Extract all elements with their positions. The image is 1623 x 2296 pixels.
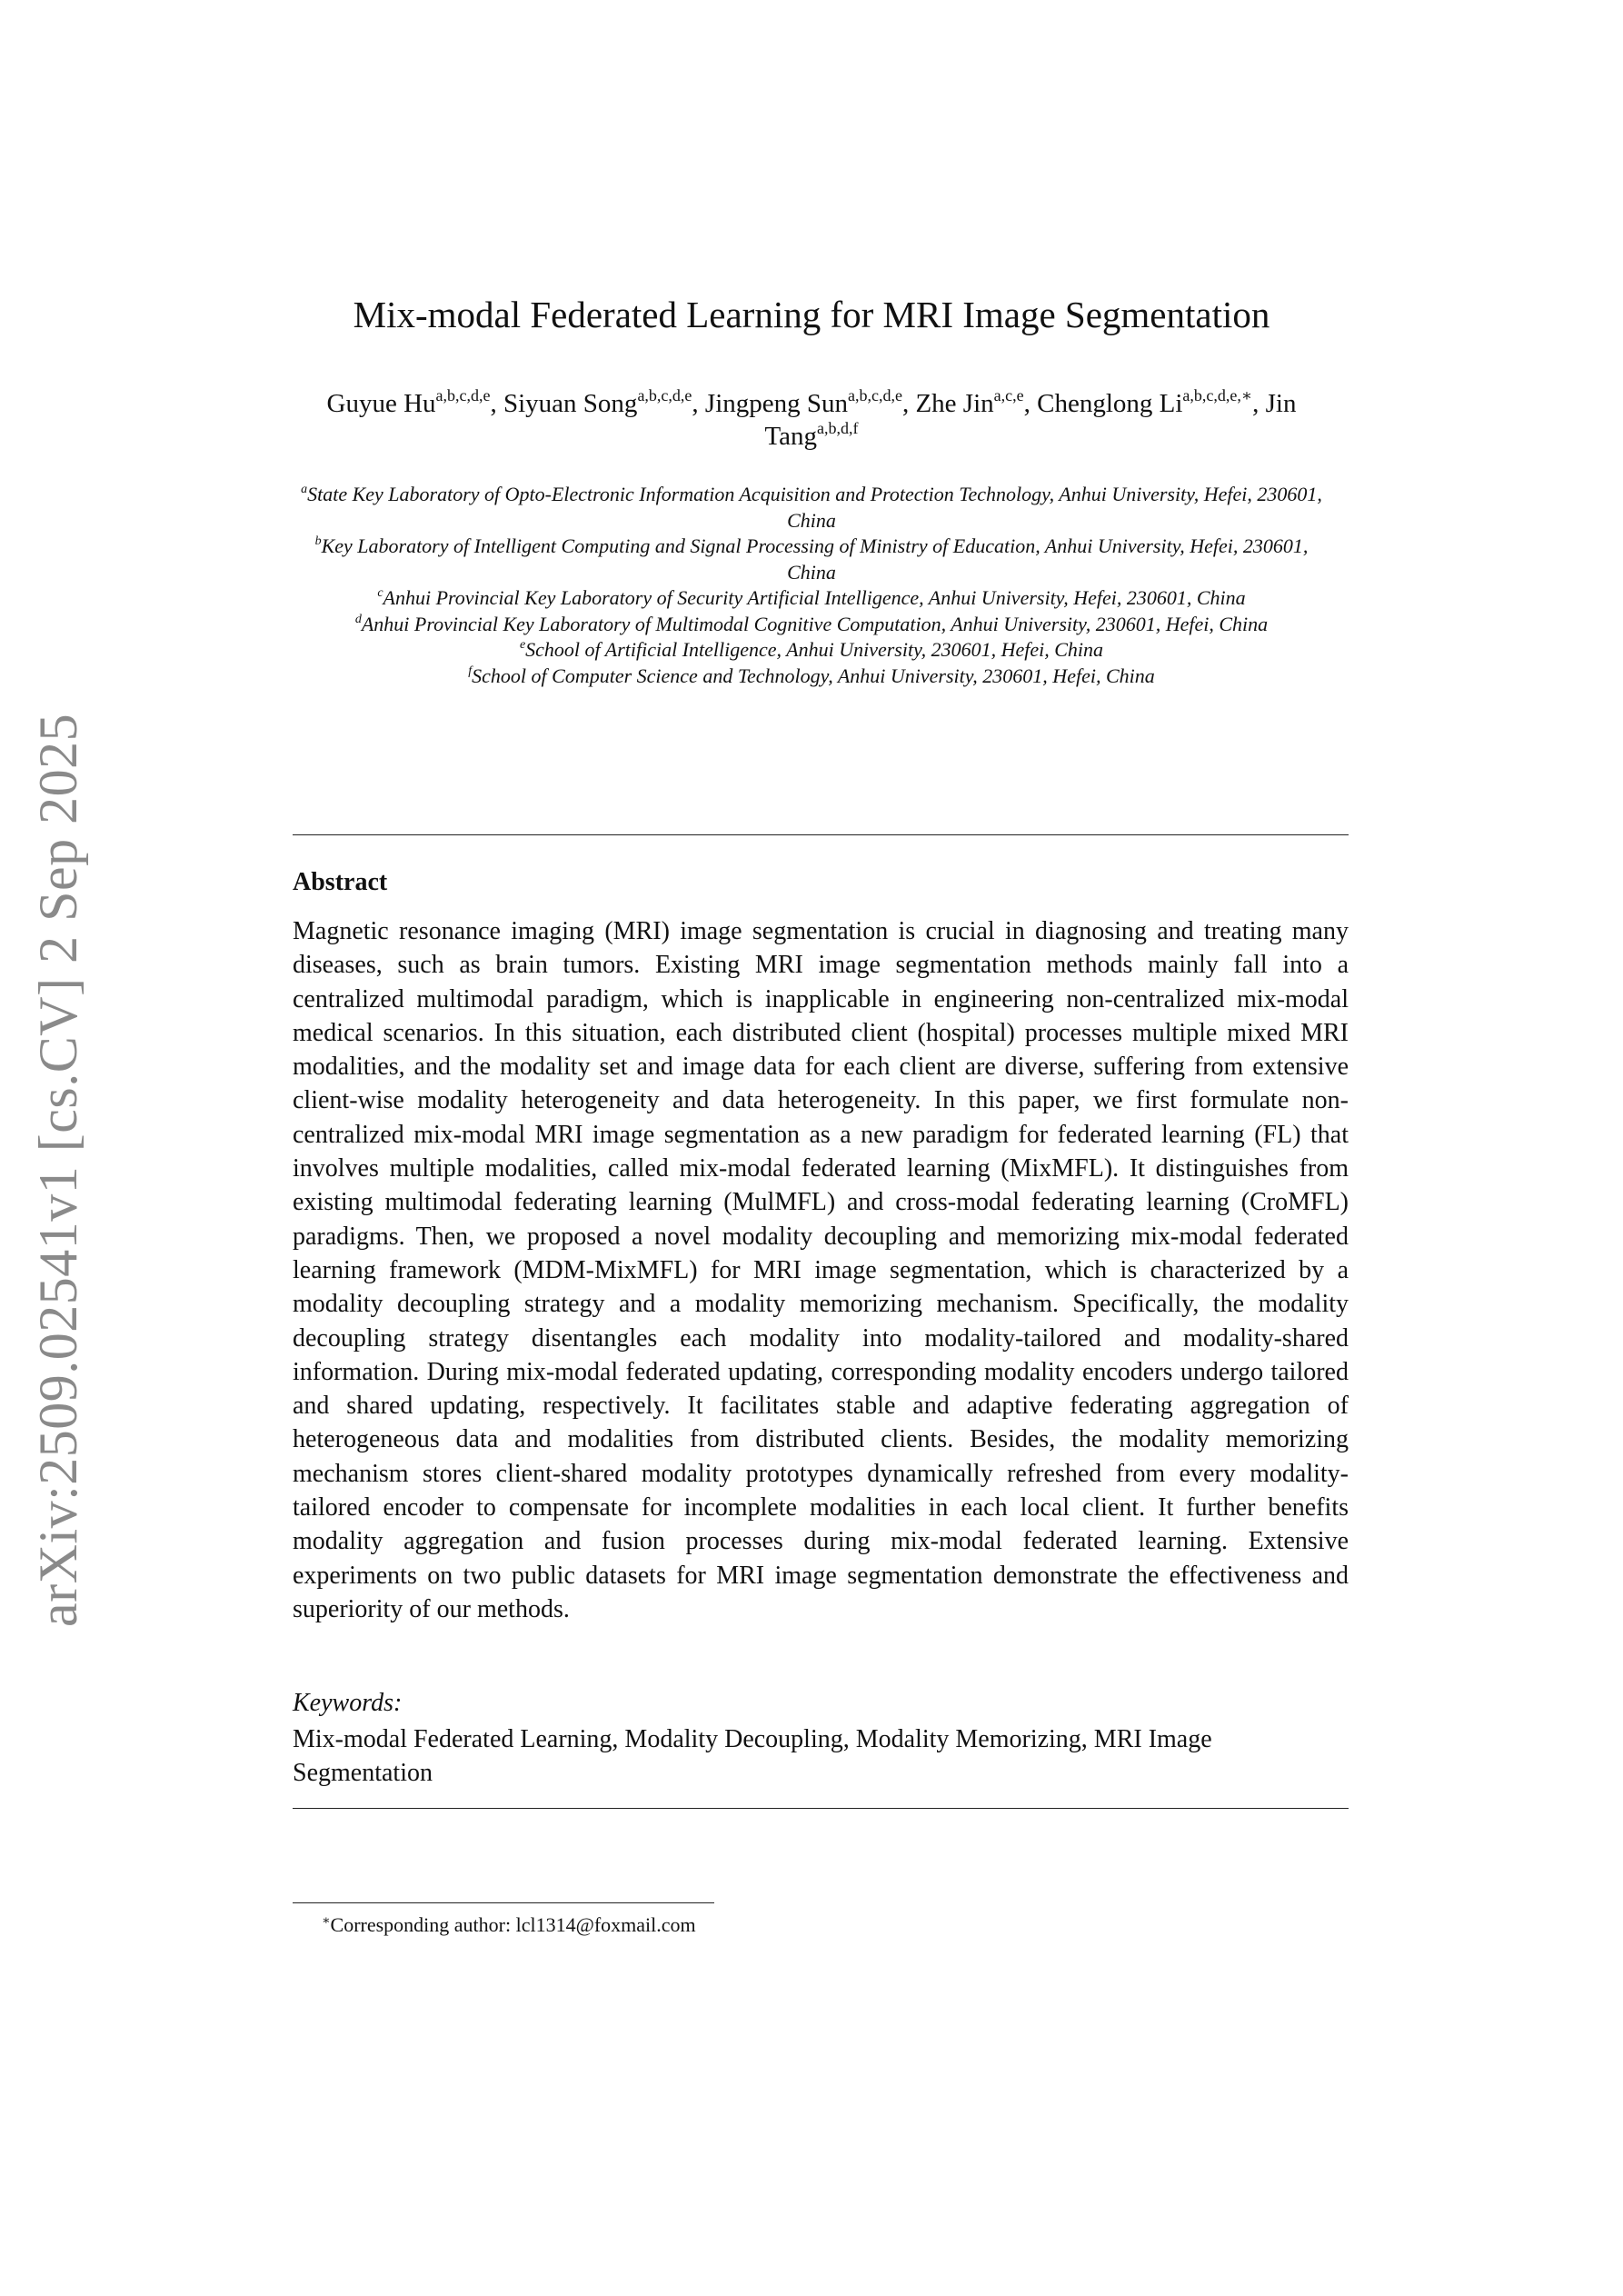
author-affiliation-marks: a,b,c,d,e	[848, 386, 902, 404]
author-list	[291, 387, 1332, 453]
affiliation-text: Anhui Provincial Key Laboratory of Multimodal Cognitive Computation, Anhui University, 230601, Hefei, China	[361, 612, 1269, 635]
author-affiliation-marks: a,b,c,d,e	[435, 386, 491, 404]
affiliation-text: Key Laboratory of Intelligent Computing and Signal Processing of Ministry of Education, Anhui University, Hefei, 230601, China	[321, 534, 1309, 584]
affiliation-a	[291, 482, 1332, 534]
affiliation-text: Anhui Provincial Key Laboratory of Security Artificial Intelligence, Anhui University, Hefei, 230601, China	[383, 586, 1246, 609]
author-affiliation-marks: a,b,c,d,e	[637, 386, 692, 404]
author-separator: ,	[1252, 389, 1266, 418]
author-name: Jin Tang	[764, 389, 1297, 451]
corresponding-author-footnote	[322, 1912, 696, 1938]
affiliation-mark: d	[354, 612, 362, 626]
author-name: Siyuan Song	[503, 389, 638, 418]
affiliation-d	[291, 612, 1332, 638]
affiliation-text: School of Artificial Intelligence, Anhui University, 230601, Hefei, China	[525, 638, 1104, 661]
author-affiliation-marks: a,c,e	[993, 386, 1024, 404]
author-affiliation-marks: a,b,c,d,e,∗	[1182, 386, 1253, 404]
author-name: Jingpeng Sun	[704, 389, 848, 418]
author-separator: ,	[1023, 389, 1038, 418]
keywords-text: Mix-modal Federated Learning, Modality Decoupling, Modality Memorizing, MRI Image Segmentation	[293, 1725, 1212, 1787]
abstract-top-rule	[293, 834, 1349, 835]
affiliation-mark: c	[377, 586, 383, 600]
paper-title: Mix-modal Federated Learning for MRI Image Segmentation	[353, 294, 1270, 335]
abstract-bottom-rule	[293, 1808, 1349, 1809]
author-separator: ,	[901, 389, 916, 418]
abstract-text: Magnetic resonance imaging (MRI) image segmentation is crucial in diagnosing and treating many diseases, such as brain tumors. Existing MRI image segmentation methods mainly fall into a centralized multimodal paradigm, which is inapplicable in engineering non-centralized mix-modal medical scenarios. In this situation, each distributed client (hospital) processes multiple mixed MRI modalities, and the modality set and image data for each client are diverse, suffering from extensive client-wise modality heterogeneity and data heterogeneity. In this paper, we first formulate non-centralized mix-modal MRI image segmentation as a new paradigm for federated learning (FL) that involves multiple modalities, called mix-modal federated learning (MixMFL). It distinguishes from existing multimodal federating learning (MulMFL) and cross-modal federating learning (CroMFL) paradigms. Then, we proposed a novel modality decoupling and memorizing mix-modal federated learning framework (MDM-MixMFL) for MRI image segmentation, which is characterized by a modality decoupling strategy and a modality memorizing mechanism. Specifically, the modality decoupling strategy disentangles each modality into modality-tailored and modality-shared information. During mix-modal federated updating, corresponding modality encoders undergo tailored and shared updating, respectively. It facilitates stable and adaptive federating aggregation of heterogeneous data and modalities from distributed clients. Besides, the modality memorizing mechanism stores client-shared modality prototypes dynamically refreshed from every modality-tailored encoder to compensate for incomplete modalities in each local client. It further benefits modality aggregation and fusion processes during mix-modal federated learning. Extensive experiments on two public datasets for MRI image segmentation demonstrate the effectiveness and superiority of our methods.	[293, 917, 1349, 1623]
affiliation-f	[291, 664, 1332, 690]
author-separator: ,	[692, 389, 705, 418]
affiliation-mark: e	[519, 638, 526, 652]
affiliation-b	[291, 534, 1332, 585]
affiliation-e	[291, 637, 1332, 664]
author-separator: ,	[490, 389, 503, 418]
arxiv-identifier: arXiv:2509.02541v1 [cs.CV] 2 Sep 2025	[28, 713, 88, 1627]
affiliation-list	[291, 482, 1332, 689]
author-affiliation-marks: a,b,d,f	[817, 419, 859, 437]
footnote-rule	[293, 1902, 714, 1903]
footnote-text: Corresponding author: lcl1314@foxmail.com	[330, 1913, 696, 1936]
footnote-mark: ∗	[322, 1914, 331, 1928]
affiliation-mark: b	[314, 534, 322, 548]
affiliation-text: State Key Laboratory of Opto-Electronic Information Acquisition and Protection Technology, Anhui University, Hefei, 230601, China	[307, 483, 1322, 532]
keywords-heading: Keywords:	[293, 1689, 403, 1717]
affiliation-text: School of Computer Science and Technology, Anhui University, 230601, Hefei, China	[472, 664, 1155, 687]
author-name: Guyue Hu	[326, 389, 436, 418]
affiliation-c	[291, 585, 1332, 612]
abstract-heading: Abstract	[293, 868, 388, 896]
affiliation-mark: a	[301, 483, 308, 496]
author-name: Zhe Jin	[915, 389, 994, 418]
author-name: Chenglong Li	[1037, 389, 1183, 418]
affiliation-mark: f	[468, 664, 473, 678]
